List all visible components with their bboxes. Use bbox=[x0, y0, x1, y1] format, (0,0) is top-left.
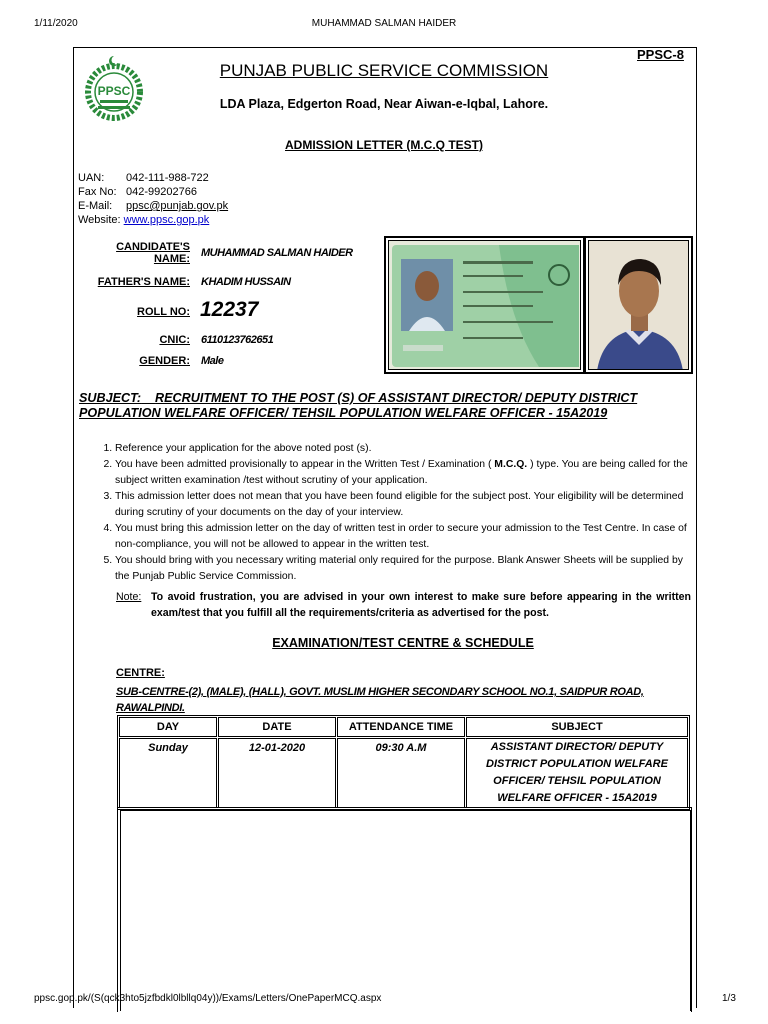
letter-title: ADMISSION LETTER (M.C.Q TEST) bbox=[285, 138, 483, 152]
subject-block bbox=[79, 391, 691, 421]
cnic-card-frame bbox=[384, 236, 585, 374]
subject-line-2: POPULATION WELFARE OFFICER/ TEHSIL POPULATION WELFARE OFFICER - 15A2019 bbox=[79, 406, 608, 420]
logo-text: PPSC bbox=[97, 84, 131, 98]
print-url: ppsc.gop.pk/(S(qck3hto5jzfbdkl0lbllq04y))/Exams/Letters/OnePaperMCQ.aspx bbox=[34, 993, 382, 1004]
instruction-item: 3. This admission letter does not mean that you have been found eligible for the subject post. Your eligibility will be determined during scrutiny of your documents on the day of your interview. bbox=[115, 489, 691, 521]
instruction-item: 1. Reference your application for the above noted post (s). bbox=[115, 441, 691, 457]
blank-box bbox=[117, 807, 692, 1012]
fax-value: 042-99202766 bbox=[126, 186, 197, 198]
org-name: PUNJAB PUBLIC SERVICE COMMISSION bbox=[219, 61, 549, 80]
fax-label: Fax No: bbox=[78, 186, 117, 198]
instruction-item: 2. You have been admitted provisionally to appear in the Written Test / Examination ( M.C.Q. ) type. You are being called for the subject written examination /test without scrutiny of your application. bbox=[115, 457, 691, 489]
header-date: DATE bbox=[218, 717, 336, 737]
subject-prefix: SUBJECT: bbox=[79, 391, 142, 405]
candidate-photo bbox=[588, 240, 689, 370]
note-text: To avoid frustration, you are advised in your own interest to make sure before appearing in the written exam/test that you fulfill all the requirements/criteria as advertised for the post. bbox=[151, 591, 691, 619]
org-address: LDA Plaza, Edgerton Road, Near Aiwan-e-Iqbal, Lahore. bbox=[219, 97, 549, 111]
instructions bbox=[79, 441, 691, 585]
note bbox=[116, 589, 691, 621]
gender-label: GENDER: bbox=[139, 355, 190, 367]
note-label: Note: bbox=[116, 591, 142, 603]
form-code: PPSC-8 bbox=[637, 47, 684, 62]
candidate-name-label: CANDIDATE'S NAME: bbox=[116, 241, 190, 265]
header-subject: SUBJECT bbox=[466, 717, 688, 737]
email-label: E-Mail: bbox=[78, 200, 113, 212]
father-name-label: FATHER'S NAME: bbox=[97, 276, 190, 288]
email-value[interactable]: ppsc@punjab.gov.pk bbox=[126, 200, 229, 212]
candidate-name: MUHAMMAD SALMAN HAIDER bbox=[201, 247, 353, 259]
instruction-item: 5. You should bring with you necessary writing material only required for the purpose. Blank Answer Sheets will be supplied by the Punjab Public Service Commission. bbox=[115, 553, 691, 585]
print-page: 1/3 bbox=[722, 993, 736, 1004]
table-row bbox=[119, 738, 688, 808]
print-date: 1/11/2020 bbox=[34, 18, 78, 29]
instruction-item: 4. You must bring this admission letter on the day of written test in order to secure your admission to the Test Centre. In case of non-compliance, you will not be allowed to appear in the written test. bbox=[115, 521, 691, 553]
subject-line-1: RECRUITMENT TO THE POST (S) OF ASSISTANT DIRECTOR/ DEPUTY DISTRICT bbox=[155, 391, 638, 405]
sub-centre: SUB-CENTRE-(2), (MALE), (HALL), GOVT. MUSLIM HIGHER SECONDARY SCHOOL NO.1, SAIDPUR ROAD, RAWALPINDI. bbox=[116, 686, 644, 714]
roll-no-label: ROLL NO: bbox=[137, 306, 190, 318]
cnic-card-image bbox=[388, 240, 581, 370]
website-link[interactable]: www.ppsc.gop.pk bbox=[123, 214, 210, 226]
schedule-table bbox=[117, 715, 690, 810]
candidate-photo-frame bbox=[584, 236, 693, 374]
centre-label: CENTRE: bbox=[116, 667, 165, 679]
gender: Male bbox=[201, 355, 224, 367]
cell-time: 09:30 A.M bbox=[337, 738, 465, 808]
father-name: KHADIM HUSSAIN bbox=[201, 276, 291, 288]
uan-value: 042-111-988-722 bbox=[126, 172, 209, 184]
cnic-label: CNIC: bbox=[159, 334, 190, 346]
uan-label: UAN: bbox=[78, 172, 105, 184]
roll-no: 12237 bbox=[200, 298, 259, 321]
contact-block bbox=[78, 171, 228, 227]
cnic: 6110123762651 bbox=[201, 334, 274, 346]
header-time: ATTENDANCE TIME bbox=[337, 717, 465, 737]
schedule-heading: EXAMINATION/TEST CENTRE & SCHEDULE bbox=[272, 636, 534, 650]
website-label: Website: bbox=[78, 214, 121, 226]
print-title: MUHAMMAD SALMAN HAIDER bbox=[311, 18, 457, 29]
cell-date: 12-01-2020 bbox=[218, 738, 336, 808]
cell-subject: ASSISTANT DIRECTOR/ DEPUTY DISTRICT POPULATION WELFARE OFFICER/ TEHSIL POPULATION WELFARE OFFICER - 15A2019 bbox=[466, 738, 688, 808]
cell-day: Sunday bbox=[119, 738, 217, 808]
header-day: DAY bbox=[119, 717, 217, 737]
